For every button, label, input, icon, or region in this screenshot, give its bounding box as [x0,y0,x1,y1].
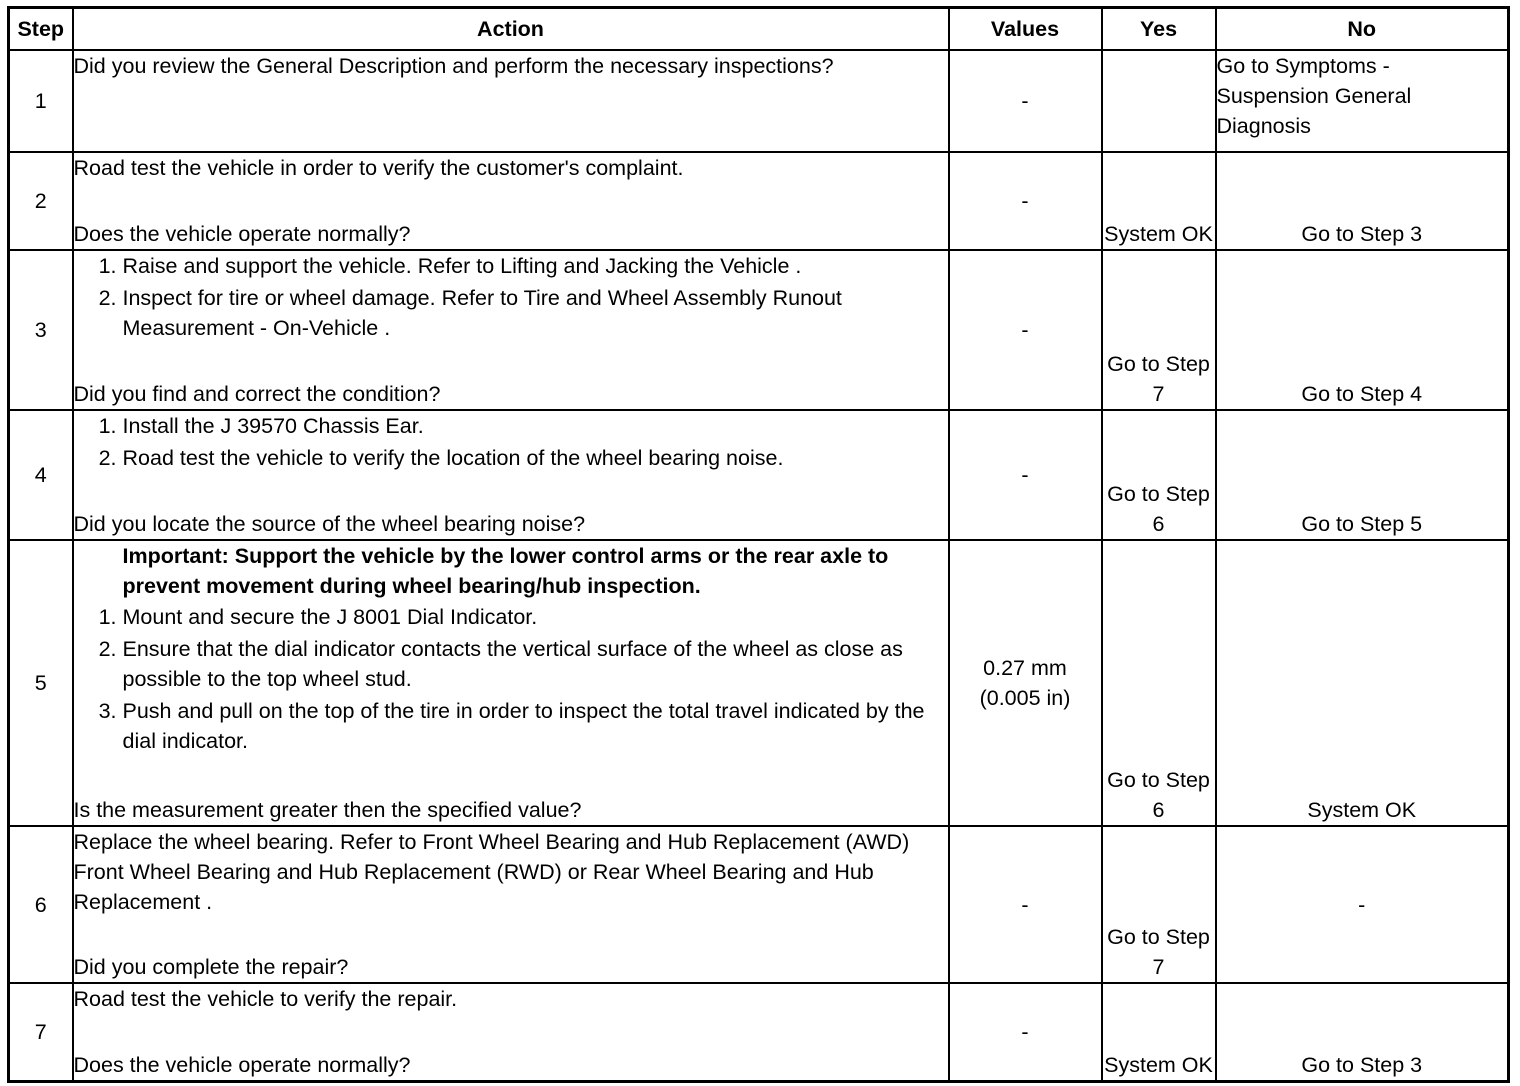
no-cell: Go to Step 4 [1216,250,1509,410]
important-note: Important: Support the vehicle by the lower control arms or the rear axle to prevent movement during wheel bearing/hub inspection. [122,544,889,598]
no-cell: Go to Symptoms - Suspension General Diagnosis [1216,50,1509,152]
no-cell: Go to Step 3 [1216,152,1509,250]
action-cell [73,540,949,826]
step-number: 2 [9,152,73,250]
yes-cell [1102,50,1216,152]
list-item: 2. Inspect for tire or wheel damage. Refer to Tire and Wheel Assembly Runout Measurement - On-Vehicle . [123,283,948,343]
step-number: 3 [9,250,73,410]
action-list [74,602,948,756]
step-number: 1 [9,50,73,152]
header-row [9,8,1509,51]
no-cell: Go to Step 5 [1216,410,1509,540]
header-action: Action [73,8,949,51]
value-cell [949,540,1102,826]
step-number: 5 [9,540,73,826]
value-cell: - [949,410,1102,540]
value-mm: 0.27 mm [983,656,1067,680]
action-text: Replace the wheel bearing. Refer to Front Wheel Bearing and Hub Replacement (AWD) Front Wheel Bearing and Hub Replacement (RWD) or Rear Wheel Bearing and Hub Replacement . [73,830,910,914]
header-values: Values [949,8,1102,51]
list-item: 2. Ensure that the dial indicator contacts the vertical surface of the wheel as close as possible to the top wheel stud. [123,634,948,694]
action-cell [73,410,949,540]
question-text: Does the vehicle operate normally? [73,222,411,246]
action-cell [73,152,949,250]
table-row [9,250,1509,410]
value-cell: - [949,152,1102,250]
value-cell: - [949,826,1102,983]
yes-cell: System OK [1102,152,1216,250]
action-text: Road test the vehicle to verify the repair. [73,987,458,1011]
table-row [9,983,1509,1081]
yes-cell: Go to Step 7 [1102,250,1216,410]
table-row [9,410,1509,540]
header-step: Step [9,8,73,51]
list-item: 2. Road test the vehicle to verify the location of the wheel bearing noise. [123,443,948,473]
yes-cell: Go to Step 7 [1102,826,1216,983]
no-cell: - [1216,826,1509,983]
table-row [9,826,1509,983]
value-in: (0.005 in) [979,686,1071,710]
question-text: Did you locate the source of the wheel bearing noise? [73,512,586,536]
table-row [9,50,1509,152]
value-cell: - [949,250,1102,410]
no-cell: System OK [1216,540,1509,826]
no-cell: Go to Step 3 [1216,983,1509,1081]
header-yes: Yes [1102,8,1216,51]
yes-cell: System OK [1102,983,1216,1081]
action-cell [73,50,949,152]
action-list [74,251,948,345]
action-cell [73,826,949,983]
list-item: 1. Install the J 39570 Chassis Ear. [123,411,948,441]
action-cell [73,250,949,410]
list-item: 3. Push and pull on the top of the tire in order to inspect the total travel indicated by the dial indicator. [123,696,948,756]
list-item: 1. Mount and secure the J 8001 Dial Indicator. [123,602,948,632]
question-text: Did you complete the repair? [73,955,349,979]
header-no: No [1216,8,1509,51]
step-number: 4 [9,410,73,540]
value-cell: - [949,50,1102,152]
question-text: Does the vehicle operate normally? [73,1052,411,1077]
value-cell: - [949,983,1102,1081]
action-list [74,411,948,475]
yes-cell: Go to Step 6 [1102,540,1216,826]
step-number: 6 [9,826,73,983]
action-cell [73,983,949,1081]
question-text: Did you find and correct the condition? [73,382,441,406]
list-item: 1. Raise and support the vehicle. Refer to Lifting and Jacking the Vehicle . [123,251,948,281]
step-number: 7 [9,983,73,1081]
yes-cell: Go to Step 6 [1102,410,1216,540]
question-text: Is the measurement greater then the specified value? [73,798,582,822]
action-text: Road test the vehicle in order to verify the customer's complaint. [73,156,684,180]
action-text: Did you review the General Description and perform the necessary inspections? [73,54,834,78]
table-row [9,152,1509,250]
diagnostic-table [7,6,1510,1083]
table-row [9,540,1509,826]
